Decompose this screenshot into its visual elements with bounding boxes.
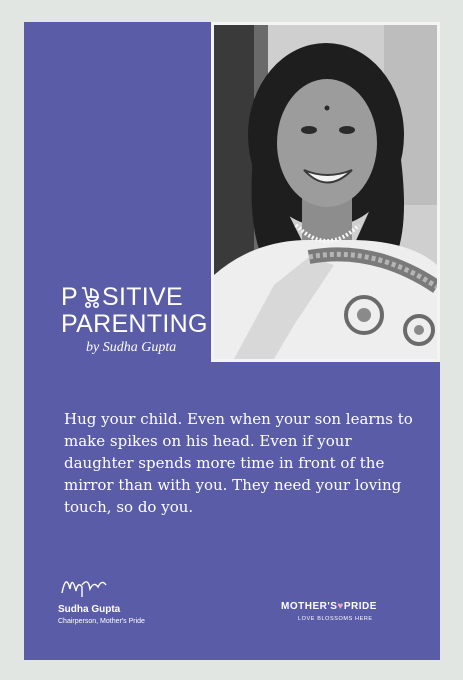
byline: by Sudha Gupta: [86, 340, 177, 355]
logo-word-left: MOTHER'S: [281, 601, 338, 612]
heart-icon: ♥: [337, 601, 344, 612]
signatory-role: Chairperson, Mother's Pride: [58, 618, 145, 625]
quote-text: Hug your child. Even when your son learns to make spikes on his head. Even if your daughter spends more time in front of the mirror than with you. They need your loving touch, so do you.: [64, 410, 413, 516]
signatory-name: Sudha Gupta: [58, 604, 121, 615]
signature-image: [58, 567, 114, 603]
brand-title: [61, 284, 208, 338]
brand-logo: [281, 601, 377, 612]
portrait-frame: [211, 22, 440, 362]
poster-card: [24, 22, 440, 660]
title-letter-p: P: [61, 283, 78, 311]
portrait-photo: [214, 25, 437, 359]
logo-word-right: PRIDE: [343, 601, 377, 612]
title-line-positive: [61, 284, 208, 311]
title-letters-sitive: SITIVE: [101, 283, 183, 311]
logo-tagline: LOVE BLOSSOMS HERE: [298, 616, 373, 622]
title-line-parenting: PARENTING: [61, 310, 208, 338]
pram-icon: [79, 284, 101, 308]
